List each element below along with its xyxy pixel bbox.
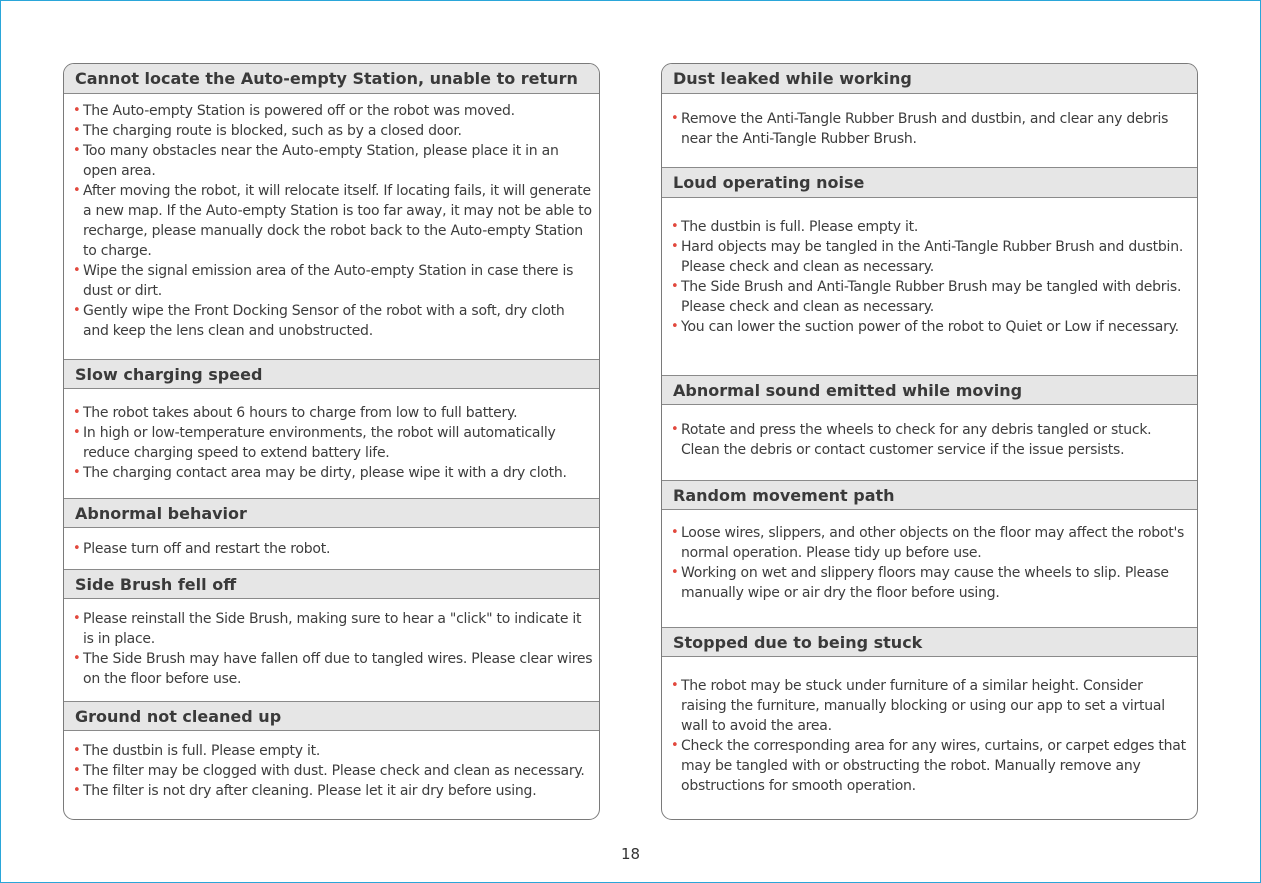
- section-body-stopped-stuck: [662, 676, 1197, 796]
- list-item: • The filter may be clogged with dust. Please check and clean as necessary.: [73, 763, 585, 779]
- section-title-abnormal-sound: Abnormal sound emitted while moving: [662, 375, 1197, 405]
- list-item: • The dustbin is full. Please empty it.: [671, 219, 919, 235]
- section-title-side-brush-fell-off: Side Brush fell off: [64, 569, 599, 599]
- list-item: • You can lower the suction power of the robot to Quiet or Low if necessary.: [671, 319, 1179, 335]
- section-title-slow-charging: Slow charging speed: [64, 359, 599, 389]
- list-item: • Remove the Anti-Tangle Rubber Brush and dustbin, and clear any debris near the Anti-Tangle Rubber Brush.: [671, 111, 1169, 147]
- list-item: • The dustbin is full. Please empty it.: [73, 743, 321, 759]
- section-body-ground-not-cleaned: [64, 741, 599, 801]
- list-item: • The charging route is blocked, such as by a closed door.: [73, 123, 462, 139]
- section-title-ground-not-cleaned: Ground not cleaned up: [64, 701, 599, 731]
- list-item: • Wipe the signal emission area of the Auto-empty Station in case there is dust or dirt.: [73, 263, 574, 299]
- section-body-abnormal-sound: [662, 420, 1197, 460]
- section-title-dust-leaked: Dust leaked while working: [662, 64, 1197, 94]
- list-item: • The Side Brush may have fallen off due to tangled wires. Please clear wires on the floor before use.: [73, 651, 593, 687]
- list-item: • Hard objects may be tangled in the Anti-Tangle Rubber Brush and dustbin. Please check and clean as necessary.: [671, 239, 1184, 275]
- section-title-cannot-locate-station: Cannot locate the Auto-empty Station, unable to return: [64, 64, 599, 94]
- list-item: • Check the corresponding area for any wires, curtains, or carpet edges that may be tangled with or obstructing the robot. Manually remove any obstructions for smooth operation.: [671, 738, 1186, 794]
- list-item: • Working on wet and slippery floors may cause the wheels to slip. Please manually wipe or air dry the floor before using.: [671, 565, 1169, 601]
- section-body-loud-operating-noise: [662, 217, 1197, 337]
- list-item: • The robot takes about 6 hours to charge from low to full battery.: [73, 405, 518, 421]
- section-title-random-movement-path: Random movement path: [662, 480, 1197, 510]
- list-item: • The Auto-empty Station is powered off or the robot was moved.: [73, 103, 515, 119]
- section-body-slow-charging: [64, 403, 599, 483]
- troubleshooting-panel-left: [63, 63, 600, 820]
- list-item: • Please turn off and restart the robot.: [73, 541, 331, 557]
- section-title-stopped-stuck: Stopped due to being stuck: [662, 627, 1197, 657]
- list-item: • Too many obstacles near the Auto-empty Station, please place it in an open area.: [73, 143, 559, 179]
- list-item: • The filter is not dry after cleaning. Please let it air dry before using.: [73, 783, 537, 799]
- section-title-loud-operating-noise: Loud operating noise: [662, 167, 1197, 198]
- section-title-abnormal-behavior: Abnormal behavior: [64, 498, 599, 528]
- list-item: • Rotate and press the wheels to check for any debris tangled or stuck. Clean the debris or contact customer service if the issue persists.: [671, 422, 1152, 458]
- page-number: 18: [620, 845, 641, 863]
- list-item: • In high or low-temperature environments, the robot will automatically reduce charging speed to extend battery life.: [73, 425, 556, 461]
- troubleshooting-panel-right: [661, 63, 1198, 820]
- list-item: • Gently wipe the Front Docking Sensor of the robot with a soft, dry cloth and keep the lens clean and unobstructed.: [73, 303, 565, 339]
- list-item: • Loose wires, slippers, and other objects on the floor may affect the robot's normal operation. Please tidy up before use.: [671, 525, 1185, 561]
- section-body-cannot-locate-station: [64, 101, 599, 341]
- list-item: • After moving the robot, it will relocate itself. If locating fails, it will generate a new map. If the Auto-empty Station is too far away, it may not be able to recharge, please manually dock the robot back to the Auto-empty Station to charge.: [73, 183, 592, 259]
- section-body-random-movement-path: [662, 523, 1197, 603]
- section-body-side-brush-fell-off: [64, 609, 599, 689]
- section-body-abnormal-behavior: [64, 539, 599, 559]
- section-body-dust-leaked: [662, 109, 1197, 149]
- list-item: • The Side Brush and Anti-Tangle Rubber Brush may be tangled with debris. Please check and clean as necessary.: [671, 279, 1182, 315]
- list-item: • The charging contact area may be dirty, please wipe it with a dry cloth.: [73, 465, 567, 481]
- list-item: • The robot may be stuck under furniture of a similar height. Consider raising the furniture, manually blocking or using our app to set a virtual wall to avoid the area.: [671, 678, 1165, 734]
- list-item: • Please reinstall the Side Brush, making sure to hear a "click" to indicate it is in place.: [73, 611, 582, 647]
